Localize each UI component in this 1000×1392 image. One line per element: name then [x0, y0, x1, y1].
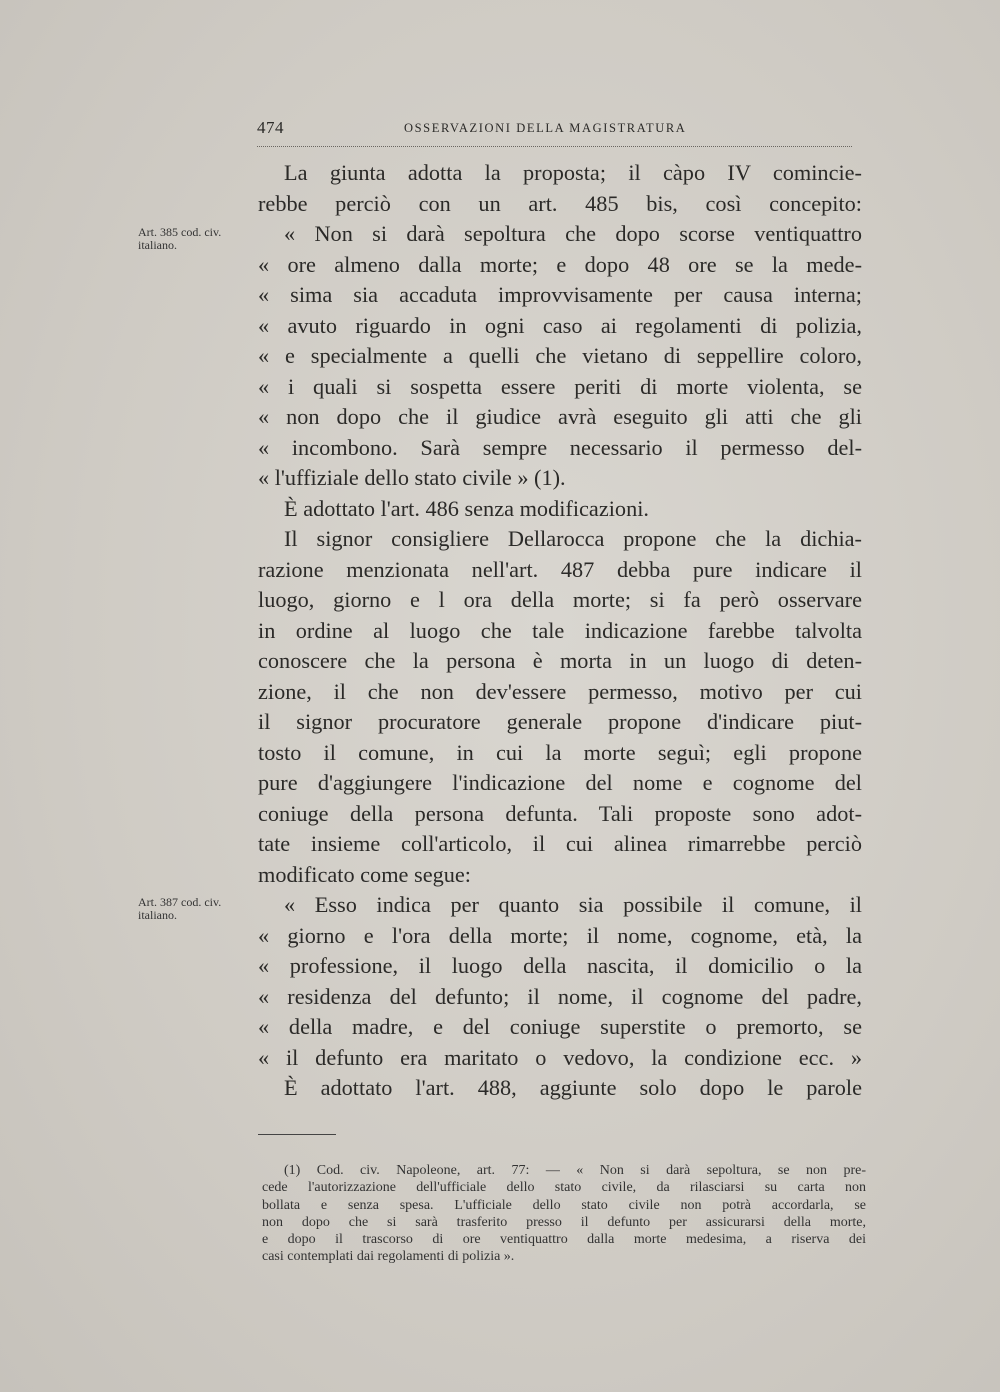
running-head: OSSERVAZIONI DELLA MAGISTRATURA — [404, 121, 687, 135]
footnote-line: cede l'autorizzazione dell'ufficiale dello stato civile, da rilasciarsi su carta non — [262, 1180, 866, 1196]
text-line: il signor procuratore generale propone d'indicare piut- — [258, 709, 862, 734]
footnote-line: bollata e senza spesa. L'ufficiale dello stato civile non potrà accordarla, se — [262, 1197, 866, 1213]
text-line: « il defunto era maritato o vedovo, la condizione ecc. » — [258, 1044, 862, 1070]
footnote-line: (1) Cod. civ. Napoleone, art. 77: — « Non si darà sepoltura, se non pre- — [284, 1163, 866, 1178]
text-line: coniuge della persona defunta. Tali proposte sono adot- — [258, 800, 862, 826]
text-line: « sima sia accaduta improvvisamente per causa interna; — [258, 282, 862, 307]
margin-note-line: italiano. — [138, 908, 177, 922]
text-line: luogo, giorno e l ora della morte; si fa però osservare — [258, 587, 862, 612]
text-line: « i quali si sospetta essere periti di morte violenta, se — [258, 373, 862, 399]
footnote-line: casi contemplati dai regolamenti di polizia ». — [262, 1249, 515, 1265]
text-line: È adottato l'art. 486 senza modificazioni. — [284, 495, 649, 521]
text-line: tosto il comune, in cui la morte seguì; egli propone — [258, 739, 862, 765]
margin-note-line: Art. 385 cod. civ. — [138, 225, 222, 239]
page-number: 474 — [257, 118, 284, 137]
text-line: conoscere che la persona è morta in un luogo di deten- — [258, 648, 862, 673]
footnote — [262, 1162, 866, 1266]
text-line: « Esso indica per quanto sia possibile il comune, il — [284, 892, 862, 917]
text-line: pure d'aggiungere l'indicazione del nome e cognome del — [258, 770, 862, 795]
text-line: « incombono. Sarà sempre necessario il permesso del- — [258, 434, 862, 460]
text-line: « della madre, e del coniuge superstite o premorto, se — [258, 1014, 862, 1039]
footnote-divider — [258, 1134, 336, 1135]
margin-note-art-387 — [138, 896, 221, 922]
text-line: Il signor consigliere Dellarocca propone che la dichia- — [284, 526, 862, 551]
margin-note-line: italiano. — [138, 238, 177, 252]
footnote-line: non dopo che si sarà trasferito presso il defunto per assicurarsi della morte, — [262, 1214, 866, 1230]
margin-note-art-385 — [138, 226, 221, 252]
text-line: rebbe perciò con un art. 485 bis, così concepito: — [258, 190, 862, 216]
text-line: « residenza del defunto; il nome, il cognome del padre, — [258, 983, 862, 1009]
text-line: « avuto riguardo in ogni caso ai regolamenti di polizia, — [258, 312, 862, 338]
text-line: « l'uffiziale dello stato civile » (1). — [258, 465, 566, 490]
text-line: « e specialmente a quelli che vietano di seppellire coloro, — [258, 343, 862, 368]
text-line: razione menzionata nell'art. 487 debba pure indicare il — [258, 556, 862, 582]
text-line: zione, il che non dev'essere permesso, motivo per cui — [258, 678, 862, 704]
footnote-line: e dopo il trascorso di ore ventiquattro dalla morte medesima, a riserva dei — [262, 1232, 866, 1248]
text-line: « giorno e l'ora della morte; il nome, cognome, età, la — [258, 922, 862, 948]
text-line: È adottato l'art. 488, aggiunte solo dopo le parole — [284, 1075, 862, 1100]
body-text — [258, 158, 862, 1104]
text-line: « Non si darà sepoltura che dopo scorse ventiquattro — [284, 221, 862, 246]
text-line: « non dopo che il giudice avrà eseguito gli atti che gli — [258, 404, 862, 429]
margin-note-line: Art. 387 cod. civ. — [138, 895, 222, 909]
page-header — [257, 118, 852, 147]
text-line: modificato come segue: — [258, 861, 471, 887]
text-line: « professione, il luogo della nascita, il domicilio o la — [258, 953, 862, 978]
text-line: tate insieme coll'articolo, il cui alinea rimarrebbe perciò — [258, 831, 862, 856]
text-line: La giunta adotta la proposta; il càpo IV comincie- — [284, 160, 862, 185]
text-line: « ore almeno dalla morte; e dopo 48 ore se la mede- — [258, 251, 862, 277]
text-line: in ordine al luogo che tale indicazione farebbe talvolta — [258, 617, 862, 643]
